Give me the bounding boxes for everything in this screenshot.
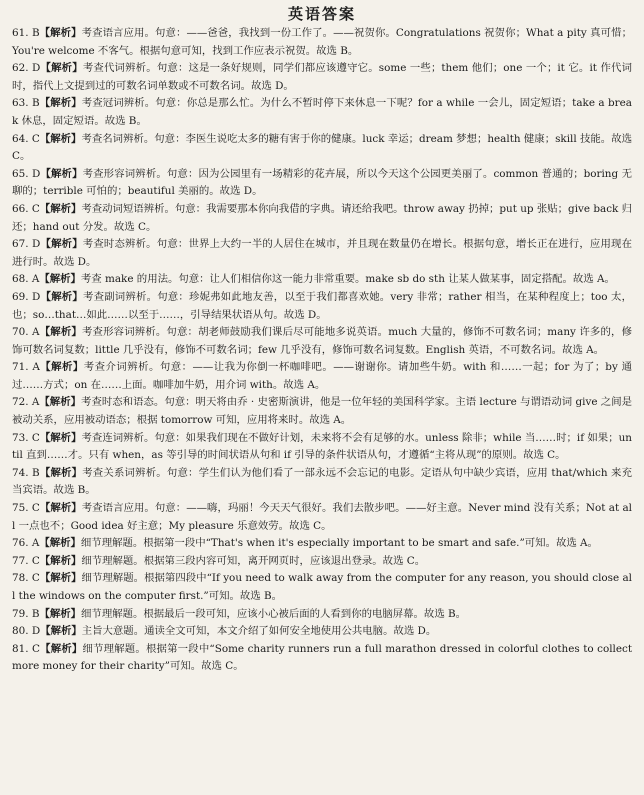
analysis-text: 考查冠词辨析。句意：你总是那么忙。为什么不暂时停下来休息一下呢？for a while 一会儿，固定短语；take a break 休息，固定短语。故选 B。 xyxy=(12,97,632,127)
question-number: 64. xyxy=(12,132,29,145)
analysis-tag: 【解析】 xyxy=(39,572,82,585)
analysis-text: 考查介词辨析。句意：——让我为你倒一杯咖啡吧。——谢谢你。请加些牛奶。with 和……一起；for 为了；by 通过……方式；on 在……上面。咖啡加牛奶，用介词 with。故选 A。 xyxy=(12,361,632,391)
analysis-tag: 【解析】 xyxy=(39,326,82,339)
question-number: 74. xyxy=(12,466,29,479)
analysis-text: 考查时态和语态。句意：明天将由乔 · 史密斯演讲，他是一位年轻的美国科学家。主语 lecture 与谓语动词 give 之间是被动关系，应用被动语态；根据 tomorrow 可知，应用将来时。故选 A。 xyxy=(12,396,633,427)
analysis-text: 考查语言应用。句意：——嗨，玛丽！今天天气很好。我们去散步吧。——好主意。Never mind 没有关系；Not at all 一点也不；Good idea 好主意；My pleasure 乐意效劳。故选 C。 xyxy=(12,502,632,532)
question-number: 69. xyxy=(12,290,29,303)
answer-item xyxy=(12,394,632,429)
analysis-tag: 【解析】 xyxy=(39,607,82,620)
answer-item xyxy=(12,289,632,324)
analysis-text: 细节理解题。根据第三段内容可知，离开网页时，应该退出登录。故选 C。 xyxy=(81,554,426,567)
question-number: 72. xyxy=(12,396,29,409)
question-number: 73. xyxy=(12,431,29,444)
analysis-text: 考查语言应用。句意：——爸爸，我找到一份工作了。——祝贺你。Congratulations 祝贺你；What a pity 真可惜；You're welcome 不客气。根据句意可知，找到工作应表示祝贺。故选 B。 xyxy=(12,27,633,57)
analysis-tag: 【解析】 xyxy=(40,625,82,638)
question-number: 78. xyxy=(12,572,29,585)
question-number: 70. xyxy=(12,326,29,339)
answer-letter: C xyxy=(31,554,40,567)
answer-letter: C xyxy=(31,132,40,145)
answer-letter: D xyxy=(31,167,41,180)
answer-item xyxy=(12,60,632,95)
analysis-text: 细节理解题。根据第一段中“That's when it's especially important to be smart and safe.”可知。故选 A。 xyxy=(80,537,598,550)
analysis-tag: 【解析】 xyxy=(39,537,81,550)
analysis-text: 考查形容词辨析。句意：因为公园里有一场精彩的花卉展，所以今天这个公园更美丽了。common 普通的；boring 无聊的；terrible 可怕的；beautiful 美丽的。故选 D。 xyxy=(12,167,632,198)
analysis-tag: 【解析】 xyxy=(39,273,81,286)
analysis-text: 考查形容词辨析。句意：胡老师鼓励我们课后尽可能地多说英语。much 大量的，修饰不可数名词；many 许多的，修饰可数名词复数；little 几乎没有，修饰不可数名词；few 几乎没有，修饰可数名词复数。English 英语，不可数名词。故选 A。 xyxy=(12,326,632,356)
answer-item xyxy=(12,535,632,553)
analysis-tag: 【解析】 xyxy=(40,238,83,251)
answer-letter: B xyxy=(31,97,40,110)
analysis-text: 考查时态辨析。句意：世界上大约一半的人居住在城市，并且现在数量仍在增长。根据句意，增长正在进行，应用现在进行时。故选 D。 xyxy=(12,238,632,268)
analysis-tag: 【解析】 xyxy=(39,27,82,39)
answer-item xyxy=(12,570,632,605)
answer-item xyxy=(12,500,632,535)
answer-item xyxy=(12,201,632,236)
answer-letter: C xyxy=(31,502,40,515)
answer-letter: C xyxy=(32,642,40,655)
question-number: 77. xyxy=(12,554,29,567)
analysis-text: 考查 make 的用法。句意：让人们相信你这一能力非常重要。make sb do sth 让某人做某事，固定搭配。故选 A。 xyxy=(80,273,615,286)
analysis-tag: 【解析】 xyxy=(39,202,82,215)
answer-letter: A xyxy=(31,537,40,550)
question-number: 75. xyxy=(12,502,29,515)
answer-item xyxy=(12,324,632,359)
analysis-tag: 【解析】 xyxy=(39,431,82,444)
answer-item xyxy=(12,359,632,394)
analysis-tag: 【解析】 xyxy=(39,554,82,567)
answer-item xyxy=(12,236,632,271)
analysis-text: 考查副词辨析。句意：珍妮弗如此地友善，以至于我们都喜欢她。very 非常；rather 相当，在某种程度上；too 太，也；so…that…如此……以至于……，引导结果状语从句。故选 D。 xyxy=(12,290,632,321)
answer-letter: B xyxy=(31,607,40,620)
analysis-text: 考查代词辨析。句意：这是一条好规则，同学们都应该遵守它。some 一些；them 他们；one 一个；it 它。it 作代词时，指代上文提到过的可数名词单数或不可数名词。故选 D。 xyxy=(12,62,632,92)
analysis-tag: 【解析】 xyxy=(39,466,83,479)
answer-letter: A xyxy=(31,273,40,286)
answer-letter: C xyxy=(31,572,40,585)
answer-item xyxy=(12,166,632,201)
question-number: 62. xyxy=(12,62,29,75)
analysis-text: 细节理解题。根据第一段中“Some charity runners run a full marathon dressed in colorful clothes to collect more money for their charity”可知。故选 C。 xyxy=(12,642,633,673)
answer-item xyxy=(12,25,632,60)
answer-item xyxy=(12,131,632,166)
question-number: 67. xyxy=(12,238,29,251)
answer-item xyxy=(12,430,632,465)
analysis-text: 考查关系词辨析。句意：学生们认为他们看了一部永远不会忘记的电影。定语从句中缺少宾语，应用 that/which 来充当宾语。故选 B。 xyxy=(12,466,632,497)
analysis-text: 主旨大意题。通读全文可知，本文介绍了如何安全地使用公共电脑。故选 D。 xyxy=(81,625,437,638)
question-number: 65. xyxy=(12,167,29,180)
question-number: 81. xyxy=(12,642,29,655)
analysis-tag: 【解析】 xyxy=(39,361,84,374)
answer-item xyxy=(12,271,632,289)
analysis-text: 细节理解题。根据最后一段可知，应该小心被后面的人看到你的电脑屏幕。故选 B。 xyxy=(81,607,467,620)
analysis-text: 细节理解题。根据第四段中“If you need to walk away from the computer for any reason, you should close all the windows on the computer first.”可知。故选 B。 xyxy=(12,572,632,602)
answer-letter: A xyxy=(32,326,40,339)
answer-letter: D xyxy=(31,625,41,638)
analysis-text: 考查名词辨析。句意：李医生说吃太多的糖有害于你的健康。luck 幸运；dream 梦想；health 健康；skill 技能。故选 C。 xyxy=(12,132,633,163)
question-number: 79. xyxy=(12,607,29,620)
analysis-tag: 【解析】 xyxy=(40,290,83,303)
analysis-tag: 【解析】 xyxy=(39,97,82,110)
analysis-tag: 【解析】 xyxy=(39,642,83,655)
answer-letter: A xyxy=(32,361,40,374)
question-number: 76. xyxy=(12,537,29,550)
answer-item xyxy=(12,606,632,624)
answer-item xyxy=(12,465,632,500)
answer-letter: D xyxy=(32,62,41,75)
analysis-tag: 【解析】 xyxy=(40,167,83,180)
answer-letter: B xyxy=(32,466,40,479)
answer-list xyxy=(12,25,632,676)
answer-letter: C xyxy=(31,431,40,444)
analysis-tag: 【解析】 xyxy=(39,132,82,145)
analysis-tag: 【解析】 xyxy=(39,396,82,409)
page-title: 英语答案 xyxy=(287,5,356,23)
answer-item xyxy=(12,623,632,641)
answer-letter: A xyxy=(31,396,40,409)
answer-item xyxy=(12,553,632,571)
answer-item xyxy=(12,641,632,676)
answer-letter: B xyxy=(31,27,40,39)
answer-letter: C xyxy=(31,202,40,215)
answer-item xyxy=(12,95,632,130)
analysis-tag: 【解析】 xyxy=(39,502,82,515)
question-number: 80. xyxy=(12,625,29,638)
question-number: 63. xyxy=(12,97,29,110)
analysis-text: 考查动词短语辨析。句意：我需要那本你向我借的字典。请还给我吧。throw away 扔掉；put up 张贴；give back 归还；hand out 分发。故选 C。 xyxy=(12,202,633,233)
analysis-text: 考查连词辨析。句意：如果我们现在不做好计划，未来将不会有足够的水。unless 除非；while 当……时；if 如果；until 直到……才。只有 when，as 等引导的时间状语从句和 if 引导的条件状语从句，才遵循“主将从现”的原则。故选 C。 xyxy=(12,431,632,462)
question-number: 71. xyxy=(12,361,29,374)
answer-letter: D xyxy=(32,290,41,303)
answer-letter: D xyxy=(32,238,41,251)
question-number: 68. xyxy=(12,273,29,286)
question-number: 61. xyxy=(12,27,29,39)
question-number: 66. xyxy=(12,202,29,215)
analysis-tag: 【解析】 xyxy=(40,62,83,75)
